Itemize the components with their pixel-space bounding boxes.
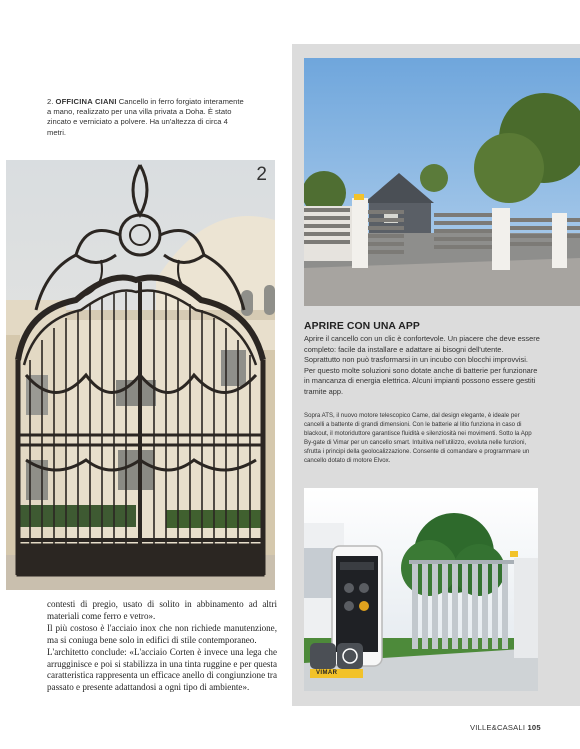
- caption-brand: OFFICINA CIANI: [55, 97, 117, 106]
- page-number: 105: [527, 723, 541, 732]
- article-paragraph: Il più costoso è l'acciaio inox che non richiede manutenzione, ma si coniuga bene solo in edifici di stile contemporaneo.: [47, 622, 277, 645]
- sidebar-heading: APRIRE CON UNA APP: [304, 321, 420, 332]
- wrought-iron-gate-illustration: [6, 160, 275, 590]
- vimar-logo: VIMAR: [316, 670, 338, 676]
- automated-gate-photo: [304, 58, 580, 306]
- caption-number: 2.: [47, 97, 54, 106]
- photo-number: 2: [256, 164, 267, 185]
- article-paragraph: contesti di pregio, usato di solito in abbinamento ad altri materiali come ferro e vetro».: [47, 599, 277, 621]
- sidebar-intro: Aprire il cancello con un clic è confortevole. Un piacere che deve essere completo: facile da installare e adattare ai bisogni dell'utente. Soprattutto non può trasformarsi in un incubo con blocchi improvvisi. Per questo molte soluzioni sono dotate anche di batterie per funzionare in mancanza di energia elettrica. Alcuni impianti possono essere gestiti tramite app.: [304, 334, 540, 396]
- app-gate-photo: [304, 488, 538, 691]
- smartphone-gate-illustration: [304, 488, 538, 691]
- article-body: [47, 599, 277, 694]
- telescopic-gate-illustration: [304, 58, 580, 306]
- magazine-name: VILLE&CASALI: [470, 723, 526, 732]
- sidebar-detail: Sopra ATS, il nuovo motore telescopico Came, dal design elegante, è ideale per cancelli a battente di grandi dimensioni. Con le batterie al litio funziona in caso di blackout, il motoriduttore garantisce fluidità e silenziosità nei movimenti. Sotto la App By-gate di Vimar per un cancello smart. Intuitiva nell'utilizzo, evoluta nelle funzioni, sfrutta i principi della geolocalizzazione. Consente di comandare e programmare un cancello dotato di motore Elvox.: [304, 412, 532, 464]
- caption-text: Cancello in ferro forgiato interamente a mano, realizzato per una villa privata a Doha. È stato zincato e verniciato a polvere. Ha un'altezza di circa 4 metri.: [47, 97, 244, 137]
- page-footer: [470, 723, 541, 732]
- gate-photo: [6, 160, 275, 590]
- photo-caption: [47, 97, 247, 138]
- article-paragraph: L'architetto conclude: «L'acciaio Corten è invece una lega che arrugginisce e poi si stabilizza in una tinta ruggine e per questa caratteristica rappresenta un efficace anello di congiunzione tra passato e presente adattandosi a ogni tipo di ambiente».: [47, 646, 277, 693]
